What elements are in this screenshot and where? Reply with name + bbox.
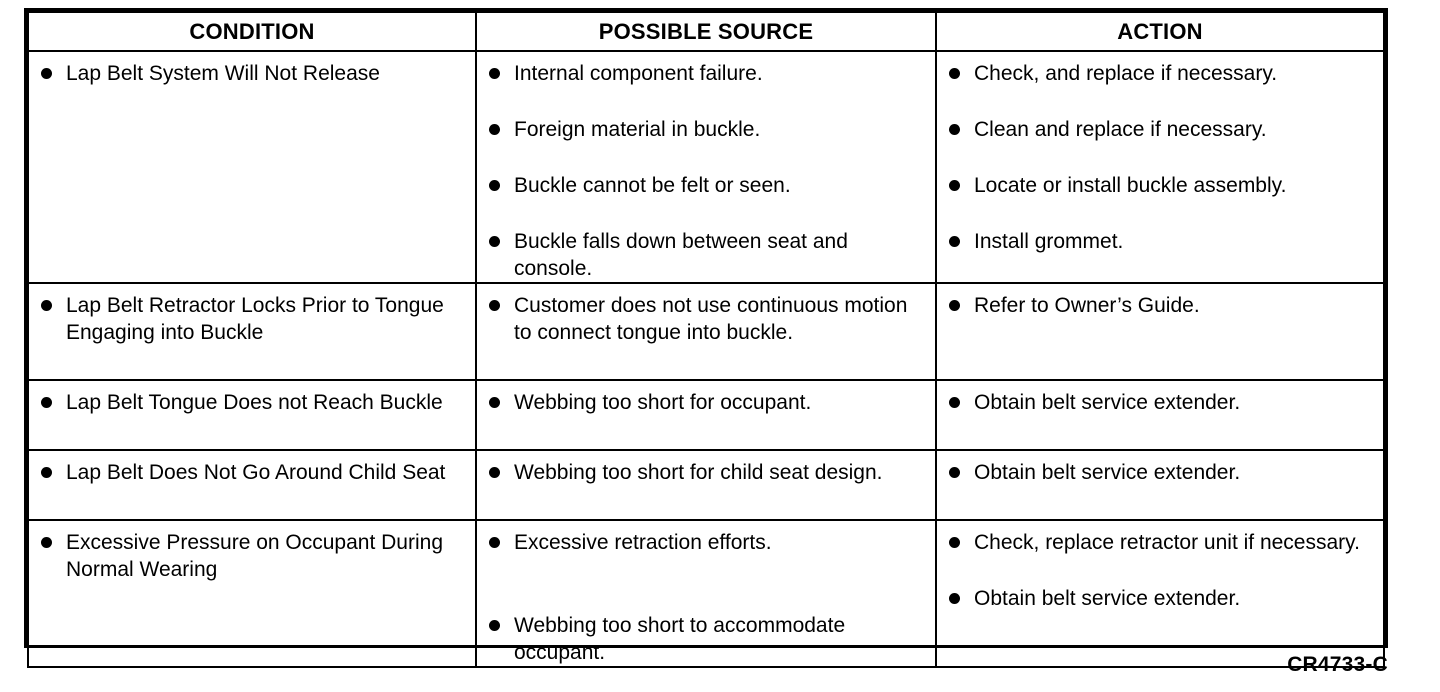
action-text: Clean and replace if necessary. — [974, 118, 1267, 141]
source-text: Internal component failure. — [514, 62, 763, 85]
action-text: Obtain belt service extender. — [974, 461, 1241, 484]
diagnosis-table — [27, 11, 1385, 668]
table-row — [28, 450, 1384, 520]
source-cell — [476, 283, 936, 380]
list-item — [477, 451, 935, 486]
bullet-dot-icon — [489, 180, 500, 191]
list-item — [937, 220, 1383, 255]
action-text: Refer to Owner’s Guide. — [974, 294, 1200, 317]
list-item — [477, 604, 935, 666]
action-text: Locate or install buckle assembly. — [974, 174, 1287, 197]
action-text: Check, replace retractor unit if necessary. — [974, 531, 1360, 554]
table-row — [28, 51, 1384, 283]
list-item — [29, 521, 475, 583]
bullet-dot-icon — [949, 300, 960, 311]
action-cell — [936, 450, 1384, 520]
bullet-dot-icon — [41, 300, 52, 311]
action-text: Obtain belt service extender. — [974, 587, 1241, 610]
action-text: Obtain belt service extender. — [974, 391, 1241, 414]
bullet-dot-icon — [949, 180, 960, 191]
table-row — [28, 283, 1384, 380]
figure-id-label: CR4733-C — [1287, 653, 1388, 676]
table-row — [28, 380, 1384, 450]
condition-cell — [28, 450, 476, 520]
condition-text: Excessive Pressure on Occupant During Normal Wearing — [66, 531, 444, 581]
source-text: Foreign material in buckle. — [514, 118, 761, 141]
source-text: Excessive retraction efforts. — [514, 531, 772, 554]
list-item — [937, 381, 1383, 416]
condition-text: Lap Belt System Will Not Release — [66, 62, 380, 85]
list-item — [29, 451, 475, 486]
bullet-dot-icon — [41, 68, 52, 79]
condition-cell — [28, 380, 476, 450]
bullet-dot-icon — [41, 397, 52, 408]
action-cell — [936, 520, 1384, 667]
bullet-dot-icon — [489, 124, 500, 135]
source-text: Webbing too short for child seat design. — [514, 461, 883, 484]
header-possible-source: POSSIBLE SOURCE — [476, 12, 936, 51]
bullet-dot-icon — [949, 593, 960, 604]
condition-cell — [28, 520, 476, 667]
bullet-dot-icon — [489, 68, 500, 79]
condition-text: Lap Belt Retractor Locks Prior to Tongue Engaging into Buckle — [66, 294, 444, 344]
list-item — [937, 284, 1383, 319]
bullet-dot-icon — [949, 236, 960, 247]
source-cell — [476, 380, 936, 450]
list-item — [477, 52, 935, 87]
bullet-dot-icon — [41, 537, 52, 548]
table-row — [28, 520, 1384, 667]
action-cell — [936, 51, 1384, 283]
bullet-dot-icon — [489, 236, 500, 247]
list-item — [477, 220, 935, 282]
condition-cell — [28, 51, 476, 283]
action-text: Check, and replace if necessary. — [974, 62, 1278, 85]
condition-text: Lap Belt Tongue Does not Reach Buckle — [66, 391, 443, 414]
bullet-dot-icon — [949, 68, 960, 79]
source-cell — [476, 450, 936, 520]
bullet-dot-icon — [949, 467, 960, 478]
source-cell — [476, 51, 936, 283]
list-item — [937, 164, 1383, 199]
source-text: Webbing too short to accommodate occupant. — [514, 614, 846, 664]
bullet-dot-icon — [489, 300, 500, 311]
condition-text: Lap Belt Does Not Go Around Child Seat — [66, 461, 446, 484]
bullet-dot-icon — [949, 124, 960, 135]
list-item — [937, 108, 1383, 143]
source-text: Buckle cannot be felt or seen. — [514, 174, 791, 197]
condition-cell — [28, 283, 476, 380]
list-item — [477, 284, 935, 346]
action-text: Install grommet. — [974, 230, 1124, 253]
list-item — [937, 451, 1383, 486]
bullet-dot-icon — [489, 467, 500, 478]
diagnosis-table-frame — [24, 8, 1388, 664]
bullet-dot-icon — [41, 467, 52, 478]
source-text: Customer does not use continuous motion to connect tongue into buckle. — [514, 294, 908, 344]
list-item — [477, 164, 935, 199]
action-cell — [936, 283, 1384, 380]
list-item — [937, 577, 1383, 612]
list-item — [29, 52, 475, 87]
list-item — [29, 284, 475, 346]
source-cell — [476, 520, 936, 667]
list-item — [477, 381, 935, 416]
list-item — [937, 52, 1383, 87]
source-text: Buckle falls down between seat and console. — [514, 230, 848, 280]
list-item — [29, 381, 475, 416]
source-text: Webbing too short for occupant. — [514, 391, 812, 414]
bullet-dot-icon — [489, 397, 500, 408]
header-action: ACTION — [936, 12, 1384, 51]
list-item — [477, 108, 935, 143]
bullet-dot-icon — [489, 537, 500, 548]
bullet-dot-icon — [949, 537, 960, 548]
bullet-dot-icon — [949, 397, 960, 408]
table-header-row — [28, 12, 1384, 51]
bullet-dot-icon — [489, 620, 500, 631]
header-condition: CONDITION — [28, 12, 476, 51]
action-cell — [936, 380, 1384, 450]
list-item — [477, 521, 935, 556]
list-item — [937, 521, 1383, 556]
